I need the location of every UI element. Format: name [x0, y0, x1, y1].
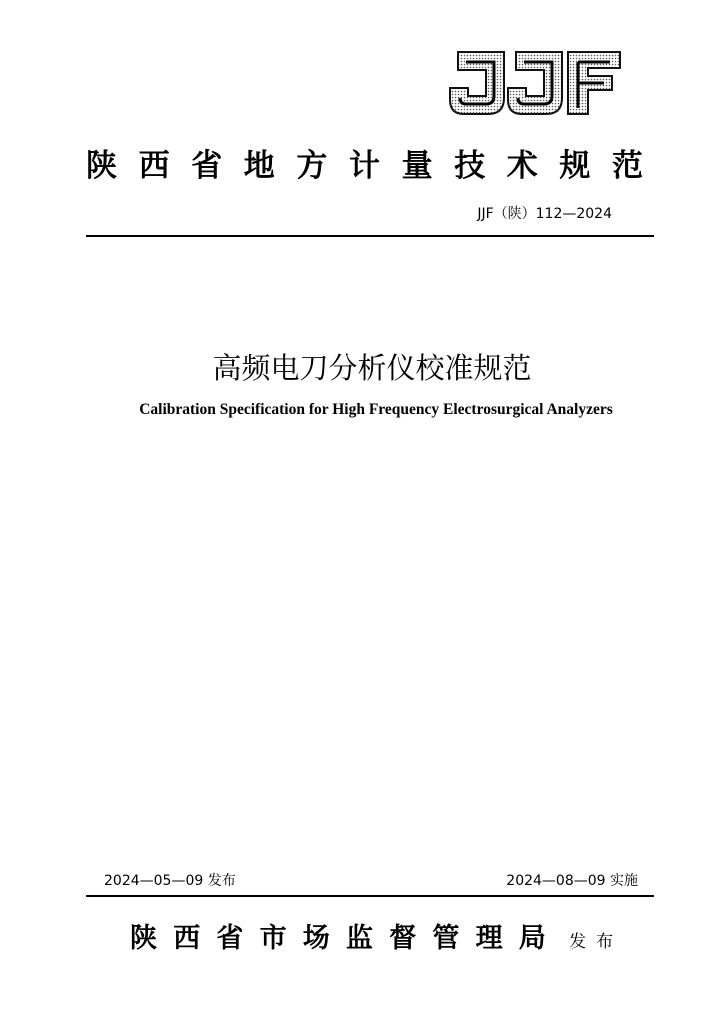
publisher: [130, 918, 623, 963]
jjf-logo-icon: [448, 48, 622, 118]
agency-title: 陕西省地方计量技术规范: [86, 148, 665, 184]
issue-date: 2024—05—09 发布: [104, 873, 236, 889]
implementation-date: 2024—08—09 实施: [506, 873, 638, 889]
title-chinese: 高频电刀分析仪校准规范: [212, 351, 532, 385]
title-english: Calibration Specification for High Frequency Electrosurgical Analyzers: [139, 401, 613, 418]
top-divider: [86, 235, 654, 237]
publisher-suffix: 发布: [569, 932, 624, 952]
document-code: JJF（陕）112—2024: [477, 206, 612, 222]
bottom-divider: [86, 895, 654, 897]
publisher-name: 陕西省市场监督管理局: [130, 923, 562, 954]
